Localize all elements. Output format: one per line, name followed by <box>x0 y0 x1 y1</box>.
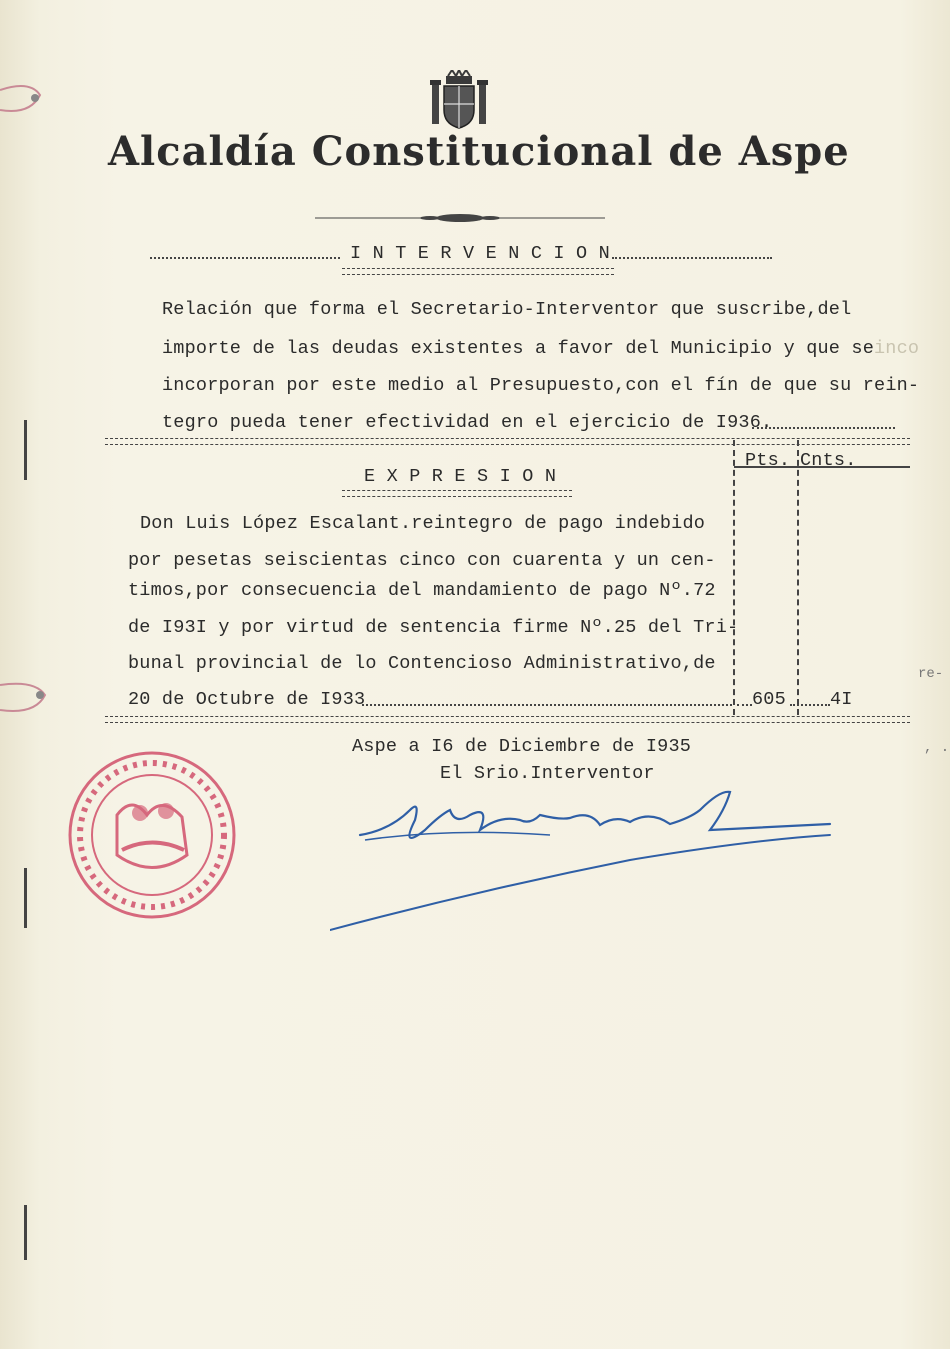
margin-fragment: , . <box>924 740 950 756</box>
amount-pts: 605 <box>752 689 786 710</box>
page-title: Alcaldía Constitucional de Aspe <box>108 128 850 175</box>
dash-rule <box>150 257 340 259</box>
binding-ring-icon <box>0 665 60 735</box>
dash-rule <box>362 704 732 706</box>
expression-line: bunal provincial de lo Contencioso Administrativo,de <box>128 653 716 674</box>
expression-line: por pesetas seiscientas cinco con cuarenta y un cen- <box>128 550 716 571</box>
double-underline <box>342 490 572 497</box>
margin-fragment: re- <box>918 666 944 682</box>
dash-rule <box>737 704 752 706</box>
double-underline <box>342 268 614 275</box>
table-bottom-rule <box>105 716 910 723</box>
dash-rule <box>790 704 830 706</box>
municipal-seal <box>62 745 242 925</box>
intro-line: Relación que forma el Secretario-Interventor que suscribe,del <box>162 299 852 320</box>
place-date: Aspe a I6 de Diciembre de I935 <box>352 736 692 757</box>
coat-of-arms-icon <box>428 70 490 132</box>
intro-line: incorporan por este medio al Presupuesto,con el fín de que su rein- <box>162 375 920 396</box>
expression-title: E X P R E S I O N <box>364 466 557 487</box>
column-divider <box>797 440 799 715</box>
binding-ring-icon <box>0 60 60 140</box>
handwritten-signature <box>330 780 840 940</box>
expression-line: timos,por consecuencia del mandamiento de pago Nº.72 <box>128 580 716 601</box>
intro-line: tegro pueda tener efectividad en el ejercicio de I936. <box>162 412 773 433</box>
faded-fragment: inco <box>874 338 920 359</box>
expression-line: Don Luis López Escalant.reintegro de pago indebido <box>140 513 706 534</box>
table-top-rule <box>105 438 910 445</box>
header-underline <box>734 466 910 468</box>
column-header-pts: Pts. <box>745 450 791 471</box>
expression-line: 20 de Octubre de I933 <box>128 689 366 710</box>
intro-line: importe de las deudas existentes a favor del Municipio y que se <box>162 338 875 359</box>
expression-line: de I93I y por virtud de sentencia firme Nº.25 del Tri- <box>128 617 739 638</box>
dash-rule <box>612 257 772 259</box>
section-title: I N T E R V E N C I O N <box>350 243 610 264</box>
amount-cnts: 4I <box>830 689 853 710</box>
ornament-divider <box>315 210 605 226</box>
dash-rule <box>752 427 895 429</box>
column-header-cnts: Cnts. <box>800 450 857 471</box>
column-divider <box>733 440 735 715</box>
signatory-title: El Srio.Interventor <box>440 763 655 784</box>
